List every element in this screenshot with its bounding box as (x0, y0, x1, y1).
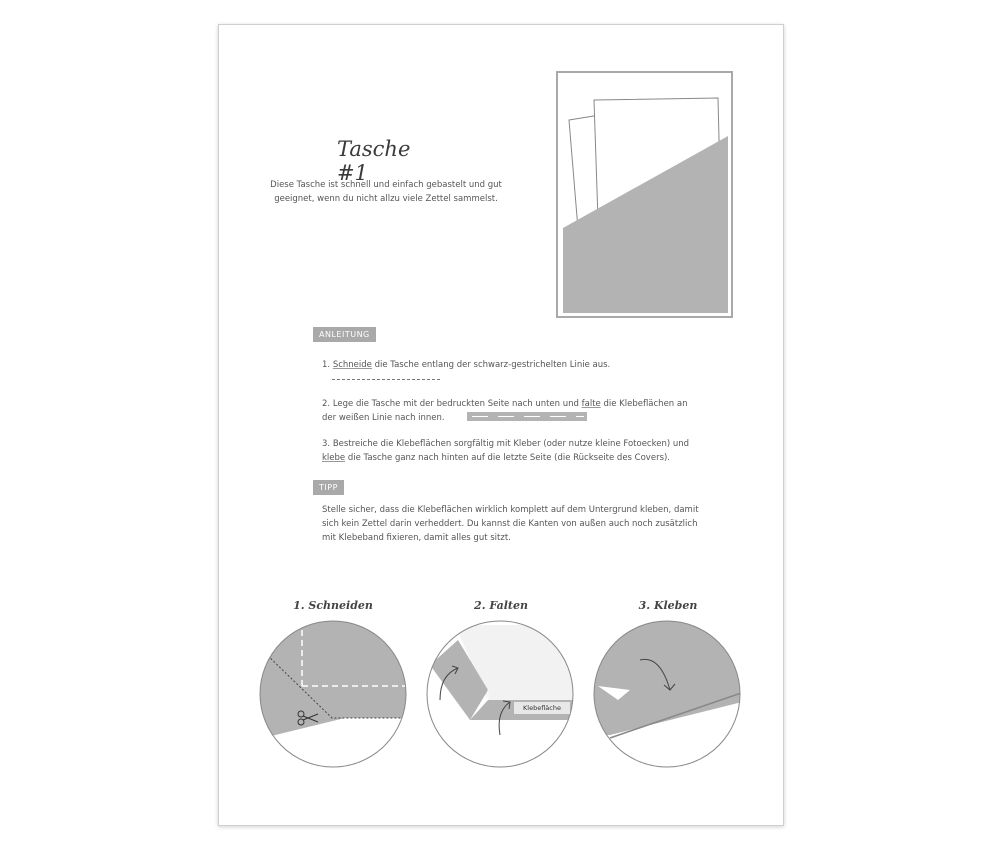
tipp-text: Stelle sicher, dass die Klebeflächen wirklich komplett auf dem Untergrund kleben, damit sich kein Zettel darin verheddert. Du kannst die Kanten von außen auch noch zusätzlich mit Klebeband fixieren, damit alles gut sitzt. (322, 505, 699, 543)
step-1-number: 1. (322, 360, 331, 370)
page-title: Tasche #1 (337, 137, 411, 185)
step-2-number: 2. (322, 399, 331, 409)
step-3-number: 3. (322, 439, 331, 449)
klebeflaeche-label: Klebefläche (523, 704, 561, 712)
step-2-pre: Lege die Tasche mit der bedruckten Seite nach unten und (332, 399, 582, 409)
step-2-verb: falte (581, 399, 601, 409)
step-3-rest: die Tasche ganz nach hinten auf die letzte Seite (die Rückseite des Covers). (345, 453, 671, 463)
step-3-verb: klebe (322, 453, 346, 463)
illustration-2-title: 2. Falten (474, 599, 528, 612)
step-1-verb: Schneide (332, 360, 372, 370)
illustration-1-title: 1. Schneiden (293, 599, 373, 612)
step-3-pre: Bestreiche die Klebeflächen sorgfältig mit Kleber (oder nutze kleine Fotoecken) und (332, 439, 690, 449)
anleitung-tag: ANLEITUNG (313, 327, 376, 342)
step-2-rest: die Klebeflächen an der weißen Linie nach innen. (322, 399, 688, 423)
step-1-rest: die Tasche entlang der schwarz-gestrichelten Linie aus. (371, 360, 611, 370)
intro-text: Diese Tasche ist schnell und einfach gebastelt und gut geeignet, wenn du nicht allzu viele Zettel sammelst. (270, 180, 502, 204)
illustration-3-title: 3. Kleben (638, 599, 698, 612)
tipp-tag: TIPP (313, 480, 344, 495)
